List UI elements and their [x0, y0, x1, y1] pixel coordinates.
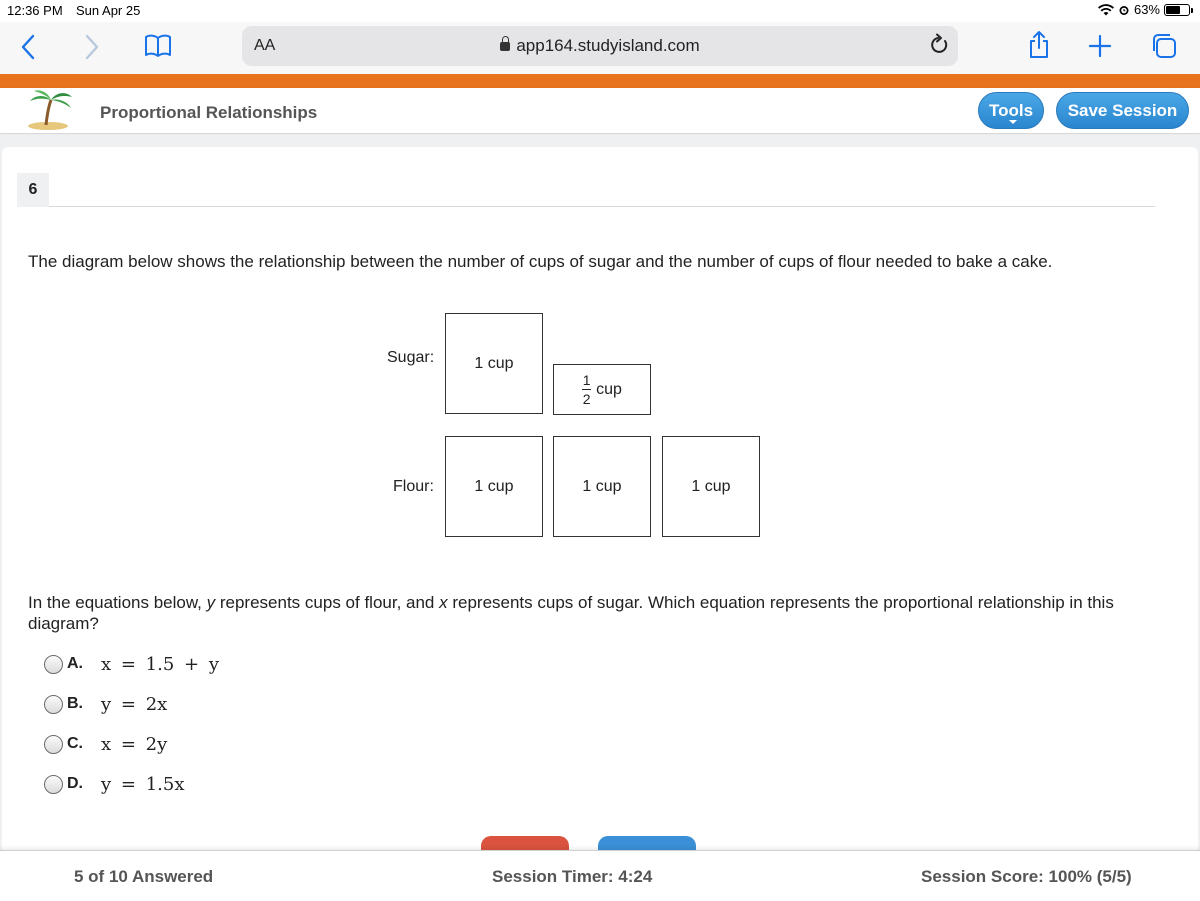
- tabs-icon[interactable]: [1150, 32, 1178, 60]
- choice-letter: D.: [67, 775, 83, 792]
- flour-box: 1 cup: [662, 436, 760, 537]
- app-header: [0, 88, 1200, 134]
- variable-x: x: [439, 593, 448, 612]
- radio-button[interactable]: [44, 775, 63, 794]
- stem-text: In the equations below,: [28, 593, 207, 612]
- battery-icon: [1164, 4, 1190, 16]
- question-prompt: The diagram below shows the relationship between the number of cups of sugar and the number of cups of flour needed to bake a cake.: [28, 252, 1053, 271]
- variable-y: y: [206, 593, 216, 612]
- page-title: Proportional Relationships: [100, 103, 318, 122]
- question-stem: [28, 592, 1128, 634]
- answer-choice-a[interactable]: [44, 653, 219, 675]
- sugar-box: 1 cup: [445, 313, 543, 414]
- answer-choice-c[interactable]: [44, 733, 167, 755]
- status-time: 12:36 PM: [7, 3, 63, 18]
- back-icon[interactable]: [20, 34, 36, 60]
- url-display: [242, 36, 958, 56]
- fraction-unit: cup: [596, 380, 622, 398]
- sugar-half-box: [553, 364, 651, 415]
- sugar-label: Sugar:: [387, 349, 435, 366]
- tools-button[interactable]: [978, 92, 1044, 129]
- flour-box: 1 cup: [553, 436, 651, 537]
- share-icon[interactable]: [1028, 30, 1050, 60]
- new-tab-icon[interactable]: [1088, 34, 1112, 58]
- address-bar[interactable]: [242, 26, 958, 66]
- answered-count: 5 of 10 Answered: [74, 867, 214, 886]
- url-text: app164.studyisland.com: [516, 36, 700, 55]
- stem-text: represents cups of flour, and: [215, 593, 440, 612]
- save-session-button[interactable]: Save Session: [1056, 92, 1189, 129]
- choice-equation: y = 2x: [101, 693, 168, 715]
- alarm-icon: [1118, 4, 1130, 16]
- reader-aa-button[interactable]: AA: [254, 37, 276, 54]
- brand-stripe: [0, 74, 1200, 88]
- wifi-icon: [1098, 4, 1114, 16]
- forward-icon[interactable]: [84, 34, 100, 60]
- answer-choice-b[interactable]: [44, 693, 167, 715]
- fraction-denominator: 2: [582, 391, 591, 407]
- radio-button[interactable]: [44, 655, 63, 674]
- radio-button[interactable]: [44, 695, 63, 714]
- battery-percent: 63%: [1133, 2, 1160, 17]
- session-score: Session Score: 100% (5/5): [921, 867, 1132, 886]
- choice-letter: A.: [67, 655, 83, 672]
- status-bar: [0, 0, 1200, 22]
- flour-label: Flour:: [393, 478, 434, 495]
- choice-equation: x = 1.5 + y: [101, 653, 219, 675]
- palm-tree-logo-icon: [26, 88, 76, 132]
- flour-box: 1 cup: [445, 436, 543, 537]
- choice-equation: y = 1.5x: [101, 773, 185, 795]
- status-date: Sun Apr 25: [76, 3, 141, 18]
- stem-text: represents cups of sugar. Which equation represents the proportional relationship in this diagram?: [28, 593, 1114, 633]
- chevron-down-icon: [1009, 120, 1017, 124]
- session-footer: [0, 850, 1200, 901]
- half-fraction: [582, 373, 591, 406]
- reload-icon[interactable]: [928, 33, 950, 57]
- choice-letter: C.: [67, 735, 83, 752]
- browser-toolbar: [0, 22, 1200, 74]
- battery-fill: [1166, 6, 1180, 14]
- answer-choice-d[interactable]: [44, 773, 184, 795]
- question-number: 6: [17, 173, 49, 207]
- radio-button[interactable]: [44, 735, 63, 754]
- fraction-numerator: 1: [582, 372, 591, 388]
- choice-equation: x = 2y: [101, 733, 168, 755]
- tools-label: Tools: [988, 101, 1034, 120]
- divider: [49, 206, 1155, 207]
- bookmarks-icon[interactable]: [144, 34, 172, 58]
- session-timer: Session Timer: 4:24: [492, 867, 653, 886]
- lock-icon: [500, 42, 510, 51]
- choice-letter: B.: [67, 695, 83, 712]
